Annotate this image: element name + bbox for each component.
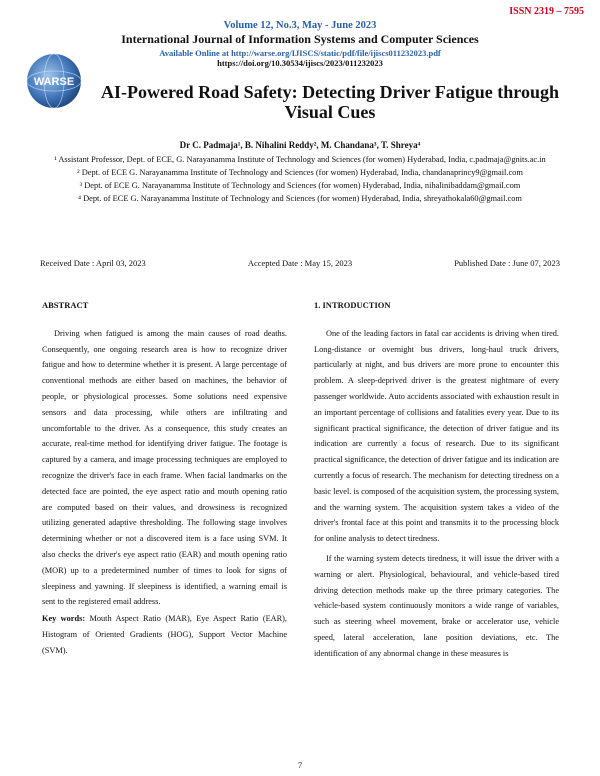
accepted-date: Accepted Date : May 15, 2023 — [247, 258, 353, 268]
published-date: Published Date : June 07, 2023 — [454, 258, 560, 268]
abstract-column — [42, 298, 287, 659]
introduction-heading: 1. INTRODUCTION — [314, 300, 391, 310]
intro-paragraph-2: If the warning system detects tiredness, it will issue the driver with a warning or alert. Physiological, behavioural, and vehicle-based tired driving detection methods make up the three primary categories. The vehicle-based system continuously monitors a wide range of variables, such as steering wheel movement, brake or accelerator use, vehicle speed, lateral acceleration, lane position deviations, etc. The identification of any abnormal change in these measures is — [314, 553, 559, 658]
abstract-heading: ABSTRACT — [42, 300, 89, 310]
keywords-list: Mouth Aspect Ratio (MAR), Eye Aspect Ratio (EAR), Histogram of Oriented Gradients (HOG), Support Vector Machine (SVM). — [42, 614, 288, 655]
affiliation-4: ⁴ Dept. of ECE G. Narayanamma Institute of Technology and Sciences (for women) Hyderabad, India, shreyathokala60@gmail.com — [78, 194, 522, 203]
affiliations — [0, 154, 600, 206]
online-link[interactable]: Available Online at http://warse.org/IJISCS/static/pdf/file/ijiscs011232023.pdf — [159, 48, 441, 58]
introduction-column — [314, 298, 559, 662]
volume-info: Volume 12, No.3, May - June 2023 — [223, 20, 377, 31]
logo-text: WARSE — [33, 76, 75, 88]
doi-link[interactable]: https://doi.org/10.30534/ijiscs/2023/011232023 — [217, 58, 383, 68]
abstract-body: Driving when fatigued is among the main causes of road deaths. Consequently, one ongoing research area is how to recognize driver fatigue and how to determine whether it is present. A large percentage of conventional methods are either based on machines, the behavior of people, or physiological processes. Some solutions need expensive sensors and data processing, while others are infiltrating and uncomfortable to the driver. As a consequence, this study creates an accurate, real-time method for identifying driver fatigue. The footage is captured by a camera, and image processing techniques are employed to recognize the driver's face in each frame. When facial landmarks on the detected face are pointed, the eye aspect ratio and mouth opening ratio are computed based on their values, and drowsiness is recognized utilizing generated adaptive thresholding. The following stage involves determining whether or not a discovered item is a face using SVM. It also checks the driver's eye aspect ratio (EAR) and mouth opening ratio (MOR) up to a predetermined number of times to look for signs of sleepiness and yawning. If sleepiness is identified, a warning email is sent to the registered email address. — [42, 328, 287, 607]
affiliation-3: ³ Dept. of ECE G. Narayanamma Institute of Technology and Sciences (for women) Hyderabad, India, nihalinibaddam@gmail.com — [79, 181, 521, 190]
page-number: 7 — [297, 760, 303, 770]
keywords — [42, 611, 287, 658]
affiliation-1: ¹ Assistant Professor, Dept. of ECE, G. Narayanamma Institute of Technology and Sciences (for women) Hyderabad, India, c.padmaja@gnits.ac.in — [54, 155, 546, 164]
warse-logo — [25, 52, 83, 110]
author-list: Dr C. Padmaja¹, B. Nihalini Reddy², M. Chandana³, T. Shreya⁴ — [179, 140, 421, 150]
received-date: Received Date : April 03, 2023 — [40, 258, 146, 268]
keywords-label: Key words: — [42, 614, 86, 624]
paper-title: AI-Powered Road Safety: Detecting Driver Fatigue through Visual Cues — [101, 82, 559, 122]
intro-paragraph-1: One of the leading factors in fatal car accidents is driving when tired. Long-distance or overnight bus drivers, long-haul truck drivers, particularly at night, and bus drivers are more prone to encounter this problem. A sleep-deprived driver is the greatest nightmare of every passenger worldwide. Auto accidents associated with exhaustion result in an important percentage of collisions and fatalities every year. Due to its significant practical significance, the detection of driver fatigue and its indication are currently a focus of research. Due to its significant practical significance, the detection of driver fatigue and its indication are currently a focus of research. The mechanism for detecting tiredness on a basic level. is composed of the acquisition system, the processing system, and the warning system. The acquisition system takes a video of the driver's frontal face at this point and transmits it to the processing block for online analysis to detect tiredness. — [314, 328, 559, 544]
issn-label: ISSN 2319 – 7595 — [509, 6, 584, 17]
journal-name: International Journal of Information Systems and Computer Sciences — [121, 32, 479, 46]
date-row — [40, 258, 560, 268]
affiliation-2: ² Dept. of ECE G. Narayanamma Institute of Technology and Sciences (for women) Hyderabad, India, chandanaprincy9@gmail.com — [77, 168, 523, 177]
journal-header — [0, 20, 600, 68]
